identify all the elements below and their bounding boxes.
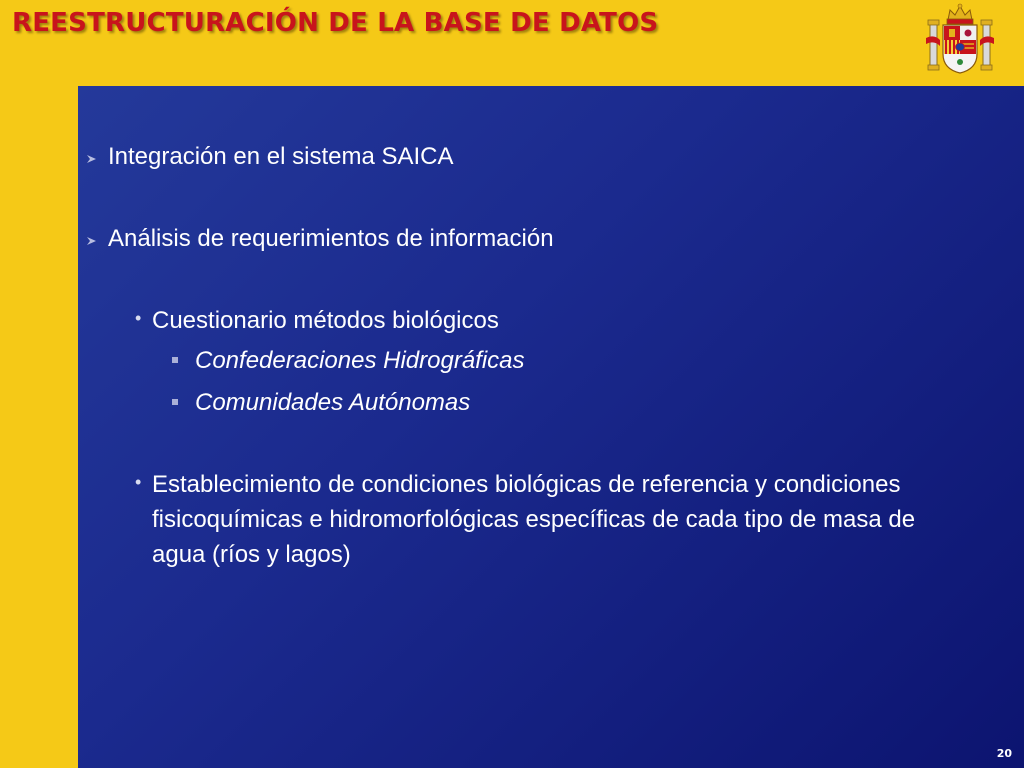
square-bullet-icon xyxy=(172,357,178,363)
slide-title: REESTRUCTURACIÓN DE LA BASE DE DATOS xyxy=(12,8,659,38)
arrowhead-icon xyxy=(86,235,98,247)
content-panel xyxy=(78,86,1024,768)
arrowhead-icon xyxy=(86,153,98,165)
bullet-item-saica: Integración en el sistema SAICA xyxy=(108,143,454,170)
subitem-comunidades: Comunidades Autónomas xyxy=(195,389,471,416)
subitem-establecimiento: Establecimiento de condiciones biológicas de referencia y condiciones fisicoquímicas e hidromorfológicas específicas de cada tipo de masa de agua (ríos y lagos) xyxy=(152,471,916,568)
bullet-item-analisis: Análisis de requerimientos de información xyxy=(108,225,554,252)
subitem-cuestionario: Cuestionario métodos biológicos xyxy=(152,307,499,334)
spanish-coat-of-arms-icon xyxy=(924,2,996,76)
subitem-confederaciones: Confederaciones Hidrográficas xyxy=(195,347,525,374)
round-bullet-icon: • xyxy=(135,308,142,328)
round-bullet-icon: • xyxy=(135,472,142,492)
square-bullet-icon xyxy=(172,399,178,405)
page-number: 20 xyxy=(996,747,1012,760)
